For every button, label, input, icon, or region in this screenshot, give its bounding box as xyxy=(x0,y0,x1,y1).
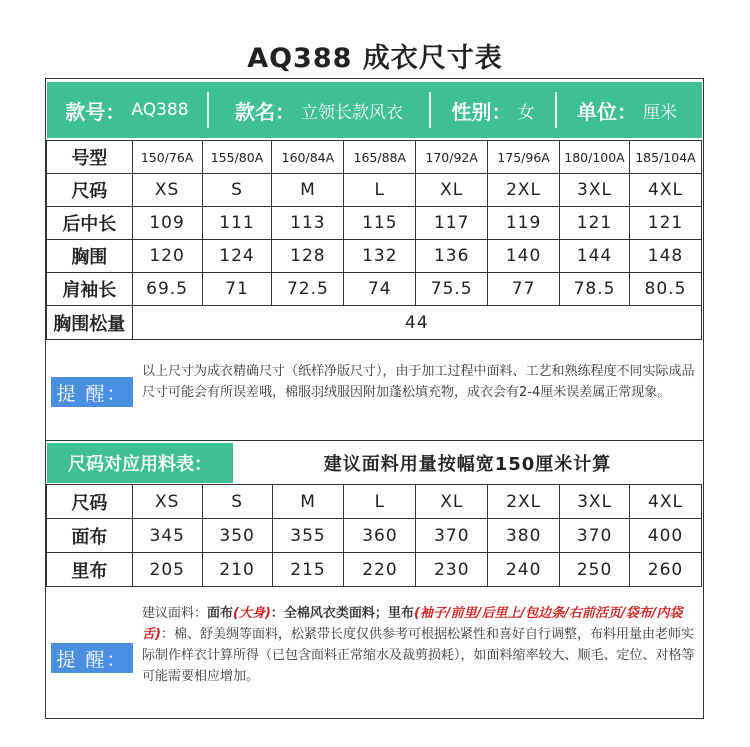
style-value: 立领长款风衣 xyxy=(301,102,403,123)
table-row xyxy=(47,519,702,553)
unit-value: 厘米 xyxy=(643,102,677,123)
table-cell: 360 xyxy=(344,519,416,553)
table-row xyxy=(47,553,702,587)
table-cell: 3XL xyxy=(560,174,630,207)
table-cell: 72.5 xyxy=(272,273,344,306)
table-cell: 4XL xyxy=(630,485,702,519)
table-cell: 144 xyxy=(560,240,630,273)
table-row xyxy=(47,174,702,207)
note-face-fabric: 面布 xyxy=(207,606,234,621)
table-cell: 128 xyxy=(272,240,344,273)
row-label: 里布 xyxy=(47,553,133,587)
unit-field xyxy=(557,90,697,130)
table-cell: 370 xyxy=(416,519,488,553)
gender-value: 女 xyxy=(517,102,535,123)
table-cell: 370 xyxy=(560,519,630,553)
table-cell: XS xyxy=(132,485,202,519)
table-cell: 69.5 xyxy=(132,273,202,306)
table-cell: 78.5 xyxy=(560,273,630,306)
fabric-calc-note: 建议面料用量按幅宽150厘米计算 xyxy=(323,454,612,475)
info-bar xyxy=(47,82,702,138)
ease-value: 44 xyxy=(132,306,701,340)
table-cell: 400 xyxy=(630,519,702,553)
table-cell: 150/76A xyxy=(132,141,202,174)
table-cell: 210 xyxy=(202,553,272,587)
table-row xyxy=(47,141,702,174)
table-cell: 71 xyxy=(202,273,272,306)
table-cell: M xyxy=(272,485,344,519)
style-field xyxy=(209,90,429,130)
table-cell: 350 xyxy=(202,519,272,553)
table-cell: 380 xyxy=(488,519,560,553)
table-cell: 250 xyxy=(560,553,630,587)
table-row xyxy=(47,273,702,306)
table-cell: 260 xyxy=(630,553,702,587)
note-highlight: (袖子/前里/后里上/包边条/右前活页/袋布/内袋舌) xyxy=(142,606,683,642)
table-cell: 170/92A xyxy=(416,141,488,174)
table-row xyxy=(47,240,702,273)
table-cell: 120 xyxy=(132,240,202,273)
table-cell: 121 xyxy=(560,207,630,240)
table-cell: L xyxy=(344,174,416,207)
reminder-label: 提 醒： xyxy=(51,643,133,673)
row-label: 后中长 xyxy=(47,207,133,240)
table-cell: 140 xyxy=(488,240,560,273)
table-cell: 124 xyxy=(202,240,272,273)
table-cell: 355 xyxy=(272,519,344,553)
row-label: 肩袖长 xyxy=(47,273,133,306)
note-highlight: (大身) xyxy=(233,606,271,621)
note-segment: ：棉、舒美绸等面料，松紧带长度仅供参考可根据松紧性和喜好自行调整，布料用量由老师实际制作样衣计算所得（已包含面料正常缩水及裁剪损耗），如面料缩率较大、顺毛、定位、对格等可能需要相应增加。 xyxy=(142,627,695,684)
table-cell: S xyxy=(202,174,272,207)
table-cell: 109 xyxy=(132,207,202,240)
table-cell: 2XL xyxy=(488,174,560,207)
style-key: 款名： xyxy=(235,99,295,124)
table-cell: 115 xyxy=(344,207,416,240)
ease-label: 胸围松量 xyxy=(47,306,133,340)
note-lining: 里布 xyxy=(387,606,414,621)
gender-field xyxy=(431,90,555,130)
model-key: 款号： xyxy=(65,99,126,124)
table-cell: 180/100A xyxy=(560,141,630,174)
row-label: 号型 xyxy=(47,141,133,174)
table-cell: XS xyxy=(132,174,202,207)
table-cell: 113 xyxy=(272,207,344,240)
table-cell: 74 xyxy=(344,273,416,306)
table-cell: 185/104A xyxy=(629,141,701,174)
table-cell: L xyxy=(344,485,416,519)
table-cell: 345 xyxy=(132,519,202,553)
table-cell: 80.5 xyxy=(629,273,701,306)
reminder-label: 提 醒： xyxy=(51,377,133,407)
page-title: AQ388 成衣尺寸表 xyxy=(247,43,503,74)
table-cell: XL xyxy=(416,174,488,207)
table-row xyxy=(47,485,702,519)
table-cell: 215 xyxy=(272,553,344,587)
model-field xyxy=(47,90,207,130)
divider xyxy=(45,440,704,441)
table-cell: 3XL xyxy=(560,485,630,519)
fabric-header-label: 尺码对应用料表： xyxy=(47,443,233,483)
table-cell: S xyxy=(202,485,272,519)
unit-key: 单位： xyxy=(577,99,637,124)
table-cell: 111 xyxy=(202,207,272,240)
row-label: 面布 xyxy=(47,519,133,553)
table-cell: 75.5 xyxy=(416,273,488,306)
table-cell: M xyxy=(272,174,344,207)
fabric-table xyxy=(46,484,702,587)
reminder-text: 以上尺寸为成衣精确尺寸（纸样净版尺寸），由于加工过程中面料、工艺和熟练程度不同实际成品尺寸可能会有所误差哦，棉服羽绒服因附加蓬松填充物，成衣会有2-4厘米误差属正常现象。 xyxy=(142,364,695,400)
table-cell: 155/80A xyxy=(202,141,272,174)
gender-key: 性别： xyxy=(451,99,512,124)
row-label: 胸围 xyxy=(47,240,133,273)
table-cell: 175/96A xyxy=(488,141,560,174)
table-cell: 165/88A xyxy=(344,141,416,174)
model-value: AQ388 xyxy=(131,100,189,120)
table-cell: 119 xyxy=(488,207,560,240)
table-cell: 148 xyxy=(629,240,701,273)
table-cell: 77 xyxy=(488,273,560,306)
size-table xyxy=(46,140,702,340)
table-cell: 132 xyxy=(344,240,416,273)
table-cell: 4XL xyxy=(629,174,701,207)
table-cell: 121 xyxy=(629,207,701,240)
table-cell: 136 xyxy=(416,240,488,273)
note-segment: ：全棉风衣类面料； xyxy=(270,606,388,621)
row-label: 尺码 xyxy=(47,174,133,207)
table-cell: 117 xyxy=(416,207,488,240)
fabric-reminder-text xyxy=(142,603,698,687)
note-segment: 建议面料： xyxy=(142,606,208,621)
table-cell: 2XL xyxy=(488,485,560,519)
table-cell: XL xyxy=(416,485,488,519)
table-row xyxy=(47,306,702,340)
table-cell: 230 xyxy=(416,553,488,587)
row-label: 尺码 xyxy=(47,485,133,519)
table-cell: 240 xyxy=(488,553,560,587)
table-cell: 205 xyxy=(132,553,202,587)
table-cell: 220 xyxy=(344,553,416,587)
table-row xyxy=(47,207,702,240)
table-cell: 160/84A xyxy=(272,141,344,174)
